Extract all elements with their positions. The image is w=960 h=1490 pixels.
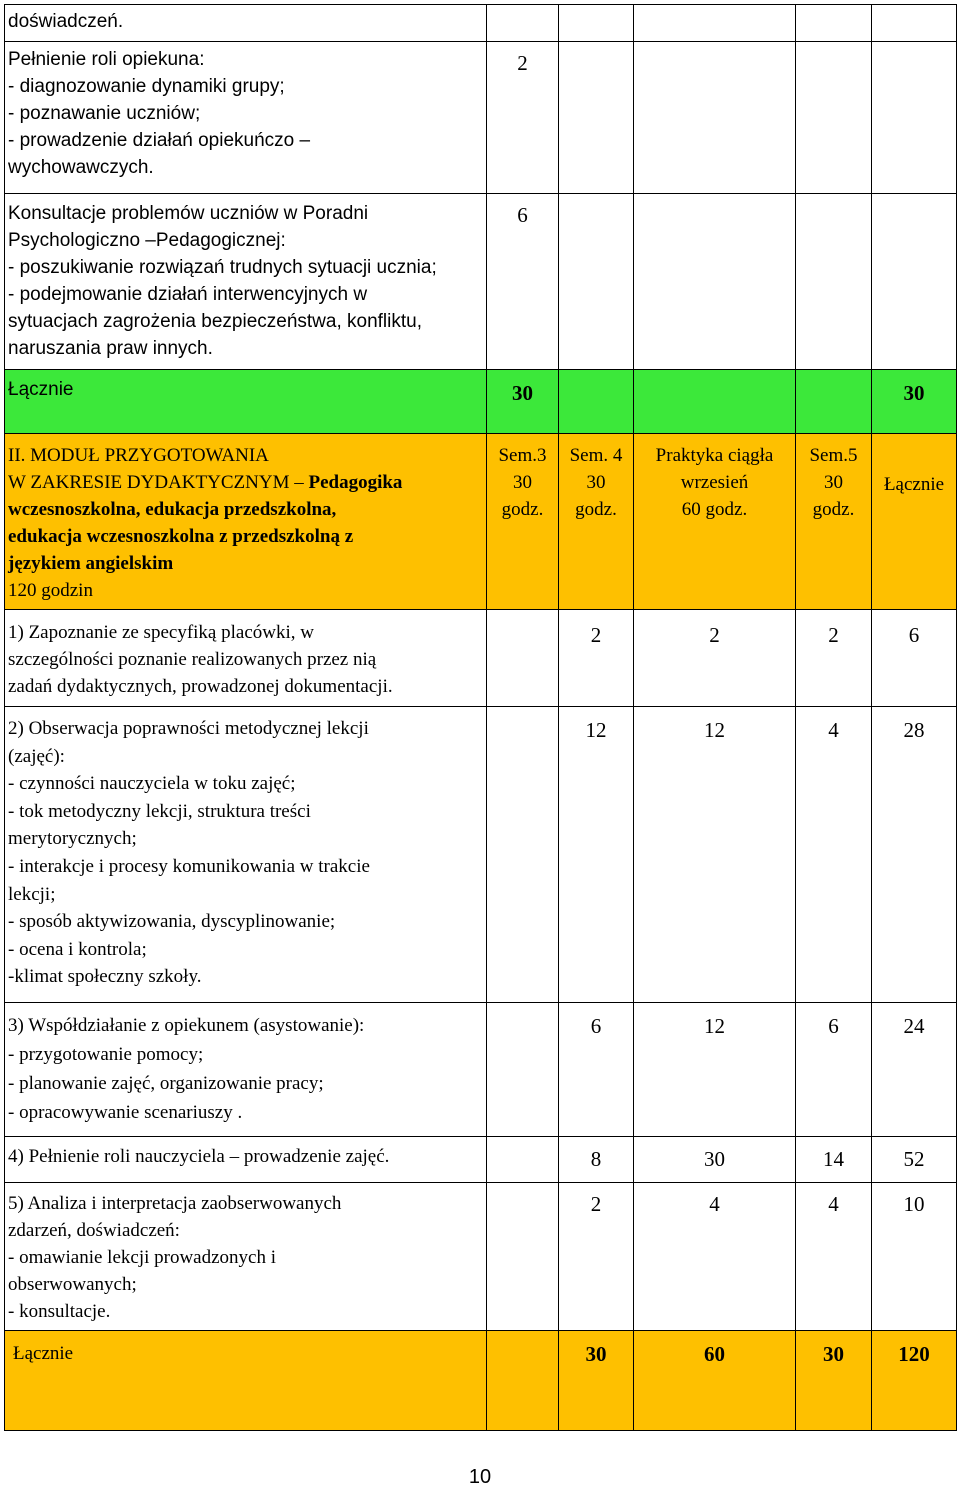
text-line: lekcji; [8,883,56,905]
hours-value: 14 [823,1147,844,1171]
hours-value: 28 [903,718,925,742]
text-line: Psychologiczno –Pedagogicznej: [8,230,286,251]
hours-value: 12 [704,1014,725,1038]
row-description [5,5,487,42]
hours-value: 24 [903,1014,925,1038]
row-description [5,707,487,1003]
green-total-row [5,370,957,434]
hours-value: 12 [585,718,607,742]
practice-table [4,4,957,1431]
header-line: Praktyka ciągła [655,445,774,466]
header-line: Łącznie [883,474,945,495]
table-row [5,42,957,194]
total-label: Łącznie [8,379,74,400]
hours-value: 52 [903,1147,925,1171]
total-value: 30 [512,381,533,405]
row-description [5,42,487,194]
text-line: 5) Analiza i interpretacja zaobserwowanych [8,1193,342,1214]
total-value-cell [487,370,559,434]
hours-value: 6 [828,1014,839,1038]
total-value: 60 [704,1342,725,1366]
text-line: - poszukiwanie rozwiązań trudnych sytuacji ucznia; [8,257,437,278]
header-line: wrzesień [680,472,749,493]
total-label-cell [5,370,487,434]
text-line: -klimat społeczny szkoły. [8,966,202,988]
table-row [5,5,957,42]
hours-value: 6 [908,623,920,647]
text-line: naruszania praw innych. [8,338,213,359]
module-hours: 120 godzin [8,580,93,601]
header-line: 60 godz. [681,499,748,520]
hours-value: 2 [590,1192,602,1216]
module-title-bold: Pedagogika [308,472,403,493]
text-line: merytorycznych; [8,828,137,850]
text-line: 4) Pełnienie roli nauczyciela – prowadzenie zajęć. [8,1146,390,1167]
hours-value: 4 [828,1192,839,1216]
text-line: obserwowanych; [8,1274,137,1295]
total-value: 120 [898,1342,930,1366]
hours-value: 2 [709,623,720,647]
text-line: - omawianie lekcji prowadzonych i [8,1247,277,1268]
text-line: doświadczeń. [8,11,124,32]
text-line: szczególności poznanie realizowanych przez nią [8,649,377,670]
table-row [5,1137,957,1183]
total-label: Łącznie [13,1343,74,1364]
module-title-cell [5,434,487,610]
orange-total-row [5,1331,957,1431]
total-header [872,434,957,610]
table-row [5,610,957,707]
text-line: zdarzeń, doświadczeń: [8,1220,180,1241]
row-description [5,194,487,370]
page-number: 10 [468,1466,492,1488]
hours-value: 4 [828,718,839,742]
text-line: - diagnozowanie dynamiki grupy; [8,76,285,97]
text-line: - ocena i kontrola; [8,938,147,960]
hours-value: 2 [590,623,602,647]
row-description [5,1003,487,1137]
hours-value: 30 [704,1147,725,1171]
hours-cell [487,194,559,370]
text-line: Pełnienie roli opiekuna: [8,49,205,70]
hours-value: 2 [828,623,839,647]
module-title-line: W ZAKRESIE DYDAKTYCZNYM – [8,472,304,493]
text-line: 3) Współdziałanie z opiekunem (asystowanie): [8,1015,365,1036]
row-description [5,610,487,707]
hours-value: 2 [517,51,528,75]
header-line: 30 [824,472,843,493]
header-line: 30 [586,472,606,493]
hours-value: 10 [903,1192,925,1216]
text-line: - podejmowanie działań interwencyjnych w [8,284,368,305]
header-line: godz. [812,499,855,520]
text-line: - opracowywanie scenariuszy . [8,1102,243,1123]
text-line: 2) Obserwacja poprawności metodycznej lekcji [8,718,369,739]
text-line: zadań dydaktycznych, prowadzonej dokumentacji. [8,676,393,697]
header-line: Sem.5 [809,445,858,466]
sem4-header [559,434,634,610]
table-row [5,707,957,1003]
text-line: - poznawanie uczniów; [8,103,201,124]
hours-value: 4 [709,1192,720,1216]
total-value: 30 [585,1342,607,1366]
table-row [5,194,957,370]
hours-value: 6 [517,203,528,227]
text-line: - przygotowanie pomocy; [8,1044,204,1065]
total-value: 30 [903,381,925,405]
text-line: (zajęć): [8,745,65,767]
row-description [5,1137,487,1183]
header-line: godz. [501,499,544,520]
practice-header [634,434,796,610]
header-line: godz. [575,499,617,520]
table-row [5,1183,957,1331]
hours-value: 12 [704,718,725,742]
text-line: - czynności nauczyciela w toku zajęć; [8,773,296,795]
header-line: Sem. 4 [569,445,623,466]
table-row [5,1003,957,1137]
row-description [5,1183,487,1331]
text-line: sytuacjach zagrożenia bezpieczeństwa, konfliktu, [8,311,423,332]
hours-cell [487,42,559,194]
module-title-line: II. MODUŁ PRZYGOTOWANIA [8,445,269,466]
module-header-row [5,434,957,610]
text-line: - konsultacje. [8,1301,111,1322]
text-line: wychowawczych. [8,157,154,178]
hours-value: 6 [590,1014,602,1038]
text-line: Konsultacje problemów uczniów w Poradni [8,203,369,224]
text-line: 1) Zapoznanie ze specyfiką placówki, w [8,622,314,643]
header-line: Sem.3 [498,445,547,466]
text-line: - sposób aktywizowania, dyscyplinowanie; [8,911,336,933]
text-line: - planowanie zajęć, organizowanie pracy; [8,1073,324,1094]
text-line: - tok metodyczny lekcji, struktura treści [8,800,311,822]
hours-value: 8 [590,1147,602,1171]
text-line: - interakcje i procesy komunikowania w trakcie [8,855,370,877]
text-line: - prowadzenie działań opiekuńczo – [8,130,311,151]
header-line: 30 [513,472,532,493]
sem5-header [796,434,872,610]
total-value-cell [872,370,957,434]
total-value: 30 [823,1342,844,1366]
module-title-bold: wczesnoszkolna, edukacja przedszkolna, [8,499,337,520]
module-title-bold: językiem angielskim [8,553,174,574]
module-title-bold: edukacja wczesnoszkolna z przedszkolną z [8,526,354,547]
total-label-cell [5,1331,487,1431]
sem3-header [487,434,559,610]
